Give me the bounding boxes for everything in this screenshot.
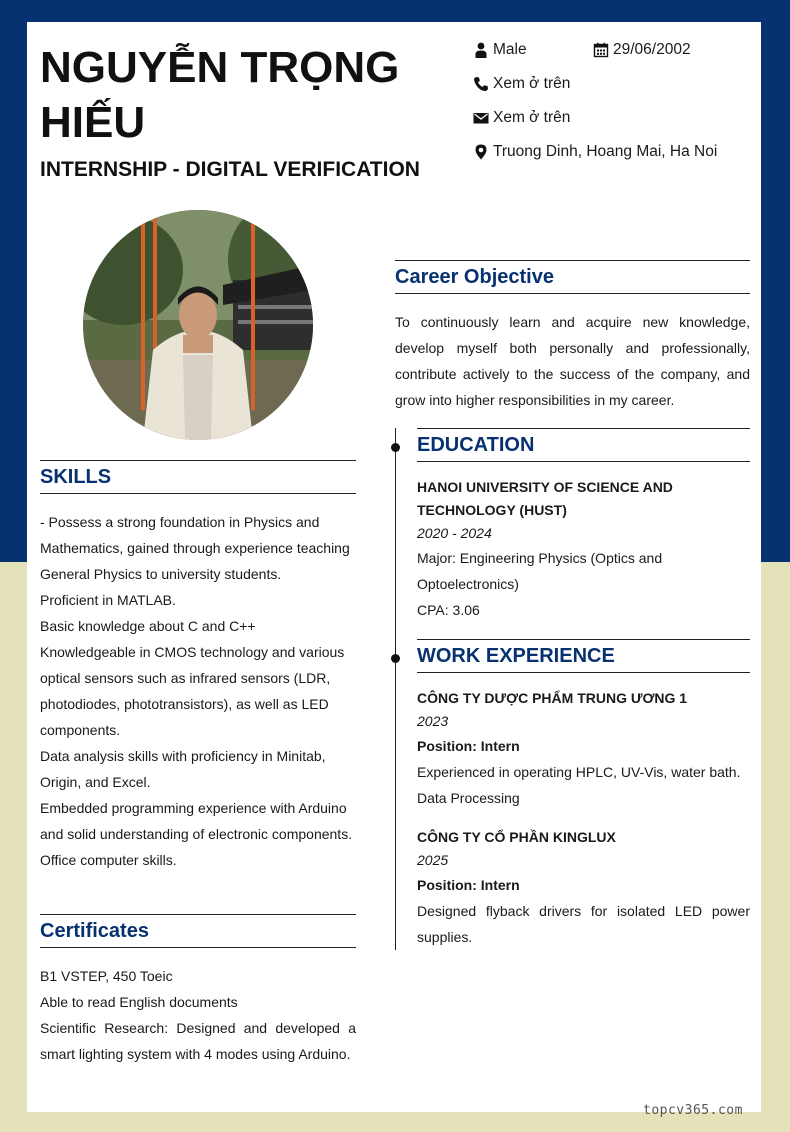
contact-gender	[473, 41, 527, 59]
contact-email[interactable]	[473, 109, 570, 127]
job-title: INTERNSHIP - DIGITAL VERIFICATION	[40, 158, 420, 181]
work-year: 2023	[417, 713, 449, 729]
dob-text: 29/06/2002	[613, 41, 691, 58]
career-objective-heading: Career Objective	[395, 260, 750, 294]
timeline-dot	[391, 654, 400, 663]
phone-text: Xem ở trên	[493, 75, 571, 92]
person-icon	[473, 42, 489, 58]
skill-item: Data analysis skills with proficiency in Minitab, Origin, and Excel.	[40, 748, 326, 790]
skills-heading: SKILLS	[40, 460, 356, 494]
contact-phone[interactable]	[473, 75, 570, 93]
certificates-heading: Certificates	[40, 914, 356, 948]
work-experience-heading: WORK EXPERIENCE	[417, 639, 750, 673]
envelope-icon	[473, 110, 489, 126]
company-name: CÔNG TY DƯỢC PHẨM TRUNG ƯƠNG 1	[417, 690, 688, 706]
candidate-name: NGUYỄN TRỌNG HIẾU	[40, 43, 400, 147]
contact-address	[473, 143, 717, 161]
certificate-item: B1 VSTEP, 450 Toeic	[40, 968, 173, 984]
watermark: topcv365.com	[643, 1103, 743, 1118]
phone-icon	[473, 76, 489, 92]
map-pin-icon	[473, 144, 489, 160]
education-heading: EDUCATION	[417, 428, 750, 462]
company-name: CÔNG TY CỔ PHẦN KINGLUX	[417, 829, 616, 845]
skill-item: Knowledgeable in CMOS technology and various optical sensors such as infrared sensors (LDR, photodiodes, phototransistors), as well as LED components.	[40, 644, 345, 738]
work-description: Designed flyback drivers for isolated LED power supplies.	[417, 903, 750, 945]
work-position: Position: Intern	[417, 738, 520, 754]
calendar-icon	[593, 42, 609, 58]
work-position: Position: Intern	[417, 877, 520, 893]
skill-item: Office computer skills.	[40, 852, 177, 868]
skill-item: - Possess a strong foundation in Physics and Mathematics, gained through experience teaching General Physics to university students.	[40, 514, 350, 582]
contact-dob	[593, 41, 691, 59]
certificate-item: Able to read English documents	[40, 994, 238, 1010]
skill-item: Basic knowledge about C and C++	[40, 618, 256, 634]
school-name: HANOI UNIVERSITY OF SCIENCE AND TECHNOLOGY (HUST)	[417, 479, 673, 518]
work-entry	[417, 687, 750, 811]
profile-photo	[83, 210, 313, 440]
work-description: Experienced in operating HPLC, UV-Vis, water bath. Data Processing	[417, 764, 741, 806]
skill-item: Proficient in MATLAB.	[40, 592, 176, 608]
education-entry	[417, 476, 750, 623]
certificates-list	[40, 963, 356, 1067]
work-entry	[417, 826, 750, 950]
timeline-line	[395, 428, 396, 950]
certificate-item: Scientific Research: Designed and developed a smart lighting system with 4 modes using Arduino.	[40, 1020, 356, 1062]
gender-text: Male	[493, 41, 527, 58]
email-text: Xem ở trên	[493, 109, 571, 126]
education-period: 2020 - 2024	[417, 525, 492, 541]
work-year: 2025	[417, 852, 449, 868]
timeline-dot	[391, 443, 400, 452]
education-major: Major: Engineering Physics (Optics and Optoelectronics)	[417, 550, 663, 592]
address-text: Truong Dinh, Hoang Mai, Ha Noi	[493, 143, 718, 160]
education-cpa: CPA: 3.06	[417, 602, 480, 618]
career-objective-text: To continuously learn and acquire new knowledge, develop myself both personally and professionally, contribute actively to the success of the company, and grow into higher responsibilities in my career.	[395, 314, 750, 408]
skill-item: Embedded programming experience with Arduino and solid understanding of electronic components.	[40, 800, 353, 842]
skills-list	[40, 509, 356, 873]
